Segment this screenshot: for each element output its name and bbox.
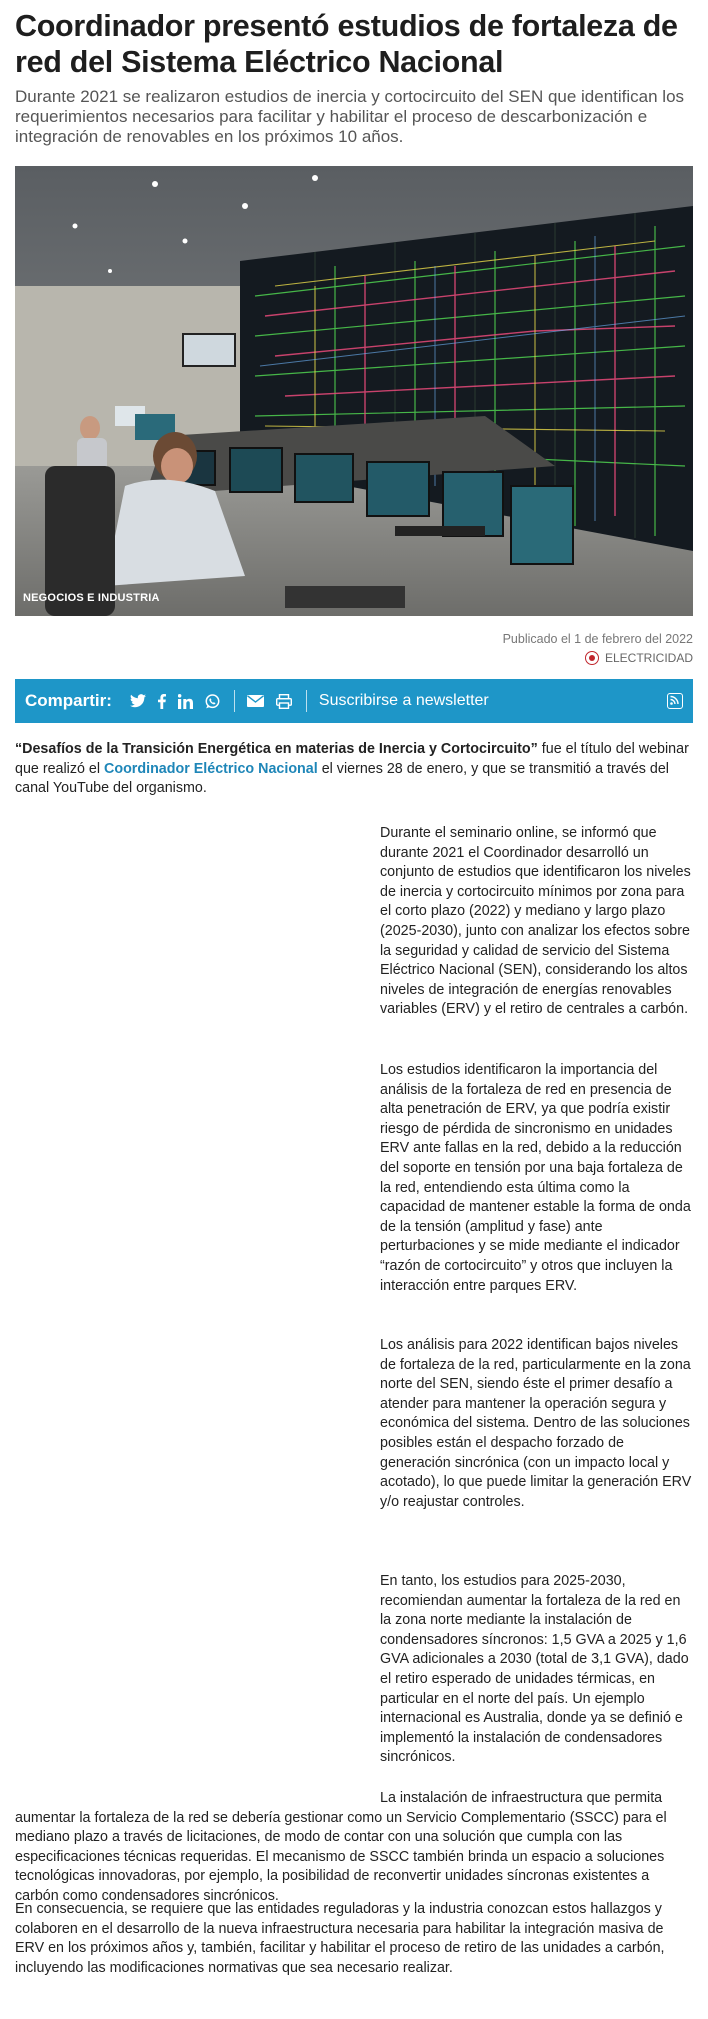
- electricity-icon: [585, 651, 599, 665]
- webinar-title: “Desafíos de la Transición Energética en materias de Inercia y Cortocircuito”: [15, 741, 538, 757]
- intro-text-end: el viernes 28 de enero, y que se transmitió a través del canal YouTube del organismo.: [15, 760, 669, 797]
- share-divider: [306, 690, 307, 712]
- article-lead: Durante 2021 se realizaron estudios de inercia y cortocircuito del SEN que identifican los requerimientos necesarios para facilitar y habilitar el proceso de descarbonización e integración de renovables en los próximos 10 años.: [15, 87, 685, 146]
- print-icon[interactable]: [276, 694, 292, 709]
- control-room-photo: [15, 166, 693, 616]
- paragraph-2: Los estudios identificaron la importancia del análisis de la fortaleza de red en presencia de alta penetración de ERV, ya que podría existir riesgo de pérdida de sincronismo en unidades ERV ante fallas en la red, debido a la reducción del soporte en tensión por una baja fortaleza de la red, entendiendo esta última como la capacidad de mantener estable la forma de onda de la tensión (amplitud y fase) ante perturbaciones y se mide mediante el indicador “razón de cortocircuito” y otros que incluyen la interacción entre parques ERV.: [380, 1062, 691, 1294]
- share-divider: [234, 690, 235, 712]
- rss-icon[interactable]: [667, 693, 683, 709]
- paragraph-5: [15, 1789, 693, 1907]
- paragraph-1: Durante el seminario online, se informó que durante 2021 el Coordinador desarrolló un conjunto de estudios que identificaron los niveles de inercia y cortocircuito mínimos por zona para el corto plazo (2022) y mediano y largo plazo (2025-2030), junto con analizar los efectos sobre la seguridad y calidad de servicio del Sistema Eléctrico Nacional (SEN), considerando los altos niveles de integración de energías renovables variables (ERV) y el retiro de centrales a carbón.: [380, 825, 691, 1018]
- publish-date: Publicado el 1 de febrero del 2022: [502, 632, 693, 646]
- image-category[interactable]: NEGOCIOS E INDUSTRIA: [23, 592, 160, 604]
- article-title: Coordinador presentó estudios de fortaleza de red del Sistema Eléctrico Nacional: [15, 9, 678, 79]
- paragraph-6: En consecuencia, se requiere que las entidades reguladoras y la industria conozcan estos hallazgos y colaboren en el desarrollo de la nueva infraestructura necesaria para habilitar la integración masiva de ERV en los próximos años y, también, facilitar y habilitar el proceso de retiro de las unidades a carbón, incluyendo las modificaciones normativas que sea necesario realizar.: [15, 1901, 665, 1976]
- section-tag-label: ELECTRICIDAD: [604, 651, 693, 665]
- intro-paragraph: [15, 740, 693, 799]
- paragraph-4: En tanto, los estudios para 2025-2030, recomiendan aumentar la fortaleza de la red en la zona norte mediante la instalación de condensadores síncronos: 1,5 GVA a 2025 y 1,6 GVA adicionales a 2030 (total de 3,1 GVA), dado el retiro esperado de unidades térmicas, en particular en el norte del país. Un ejemplo internacional es Australia, donde ya se definió e implementó la instalación de condensadores sincrónicos.: [380, 1573, 689, 1766]
- paragraph-3: Los análisis para 2022 identifican bajos niveles de fortaleza de la red, particularmente en la zona norte del SEN, siendo éste el primer desafío a atender para mantener la operación segura y económica del sistema. Dentro de las soluciones posibles están el despacho forzado de generación sincrónica (con un impacto local y acotado), lo que puede limitar la generación ERV y/o reajustar controles.: [380, 1337, 692, 1510]
- hero-image[interactable]: [15, 166, 693, 616]
- paragraph-5-rest: aumentar la fortaleza de la red se debería gestionar como un Servicio Complementario (SSCC) para el mediano plazo a través de licitaciones, de modo de contar con una solución que cumpla con las especificaciones técnicas requeridas. El mecanismo de SSCC también brinda un espacio a soluciones tecnológicas innovadoras, por ejemplo, la posibilidad de reconvertir unidades síncronas existentes a carbón como condensadores sincrónicos.: [15, 1809, 667, 1904]
- email-icon[interactable]: [247, 695, 264, 707]
- whatsapp-icon[interactable]: [205, 694, 220, 709]
- section-tag[interactable]: [585, 651, 693, 665]
- newsletter-link[interactable]: Suscribirse a newsletter: [318, 692, 489, 709]
- share-bar: [15, 679, 693, 723]
- intro-text: fue el título del webinar que realizó el: [15, 741, 689, 777]
- linkedin-icon[interactable]: [178, 694, 193, 709]
- paragraph-5-first-line: La instalación de infraestructura que permita: [380, 1790, 663, 1806]
- coordinador-link[interactable]: Coordinador Eléctrico Nacional: [104, 760, 318, 777]
- twitter-icon[interactable]: [130, 694, 146, 708]
- share-label: Compartir:: [25, 691, 112, 710]
- facebook-icon[interactable]: [158, 694, 166, 709]
